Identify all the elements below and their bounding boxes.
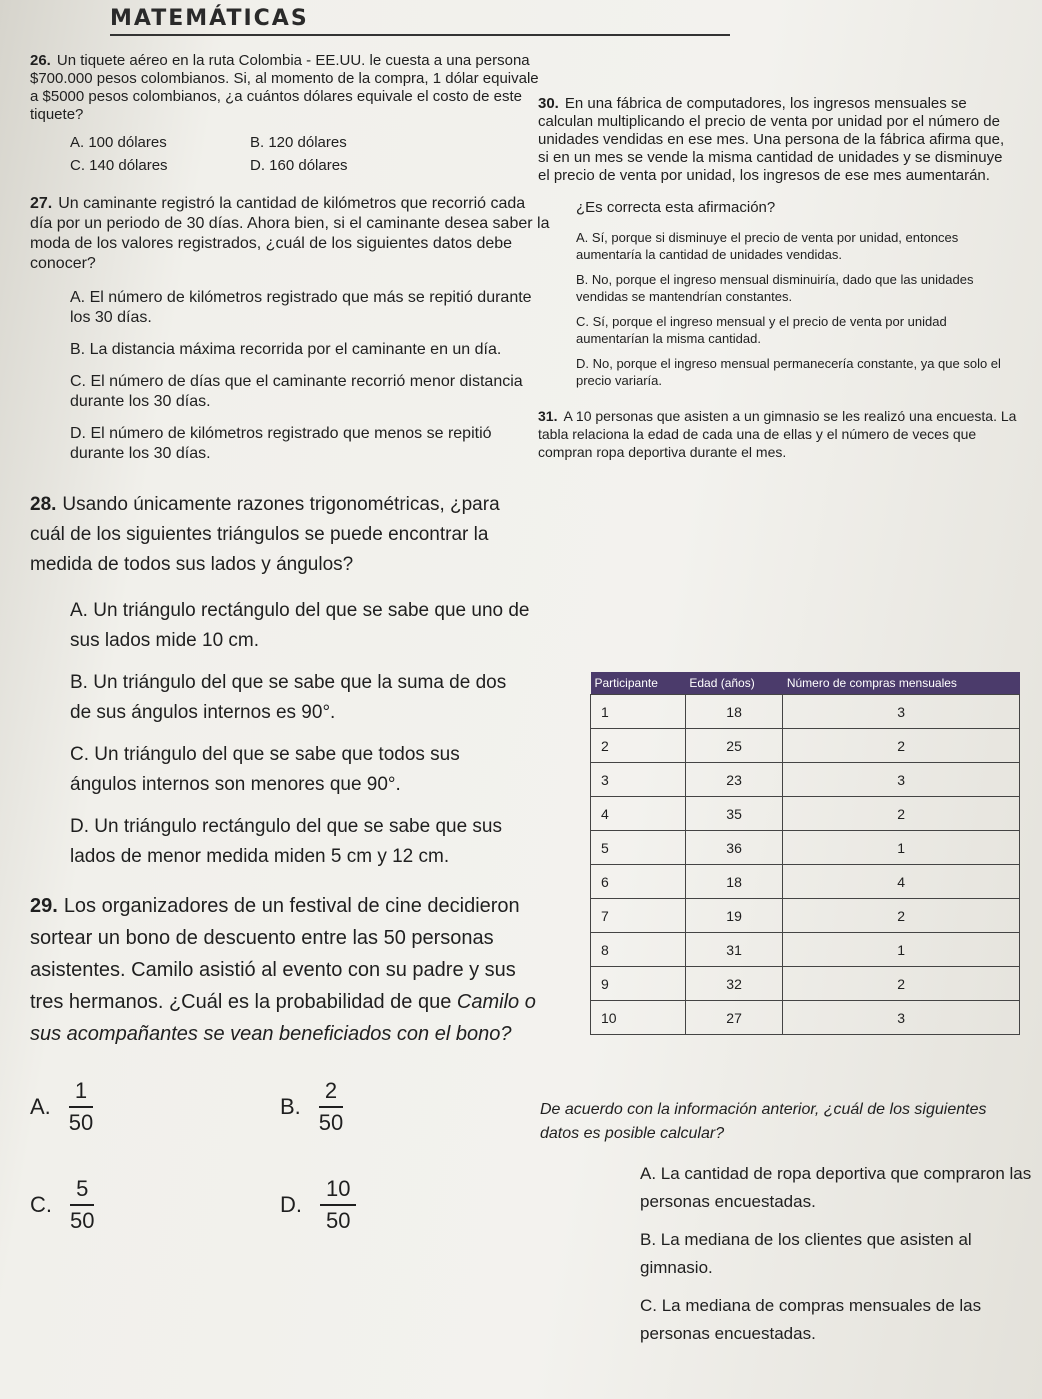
option-b: B. La mediana de los clientes que asisten al gimnasio. [640, 1230, 972, 1277]
left-column [30, 52, 550, 1246]
fraction: $\frac{2}{50}$ [318, 1078, 344, 1135]
table-row: 4 35 2 [591, 797, 1020, 831]
option-a: A. 100 dólares [70, 134, 167, 151]
option-c: C. La mediana de compras mensuales de las personas encuestadas. [640, 1296, 982, 1343]
page-title: MATEMÁTICAS [110, 6, 309, 31]
options [70, 134, 550, 174]
option-b: B. No, porque el ingreso mensual disminuiría, dado que las unidades vendidas se mantendrían constantes. [576, 272, 974, 304]
fraction: $\frac{1}{50}$ [68, 1078, 94, 1135]
question-31-options [640, 1160, 1040, 1358]
option-b: B. 120 dólares [250, 134, 347, 151]
options [70, 288, 550, 464]
option-a [30, 1078, 280, 1136]
option-c [30, 1176, 280, 1234]
option-c: C. Un triángulo del que se sabe que todos sus ángulos internos son menores que 90°. [70, 744, 460, 795]
option-a: A. El número de kilómetros registrado que más se repitió durante los 30 días. [70, 289, 532, 326]
option-b [280, 1078, 530, 1136]
option-b: B. La distancia máxima recorrida por el caminante en un día. [70, 341, 502, 358]
question-text-italic: Camilo o sus acompañantes se vean beneficiados con el bono? [30, 991, 536, 1045]
question-31 [538, 407, 1018, 461]
survey-table [590, 672, 1020, 1035]
question-text: Un tiquete aéreo en la ruta Colombia - EE.UU. le cuesta a una persona $700.000 pesos colombianos. Si, al momento de la compra, 1 dólar equivale a $5000 pesos colombianos, ¿a cuántos dólares equivale el costo de este tiquete? [30, 52, 539, 123]
option-d: D. No, porque el ingreso mensual permanecería constante, ya que solo el precio variaría. [576, 356, 1001, 388]
right-column [538, 95, 1018, 475]
question-26 [30, 52, 550, 174]
table-row: 1 18 3 [591, 695, 1020, 729]
table-row: 9 32 2 [591, 967, 1020, 1001]
table-header-row [591, 672, 1020, 695]
question-text: A 10 personas que asisten a un gimnasio se les realizó una encuesta. La tabla relaciona la edad de cada una de ellas y el número de veces que compran ropa deportiva durante el mes. [538, 408, 1017, 460]
options [70, 596, 530, 872]
question-number: 26. [30, 52, 51, 69]
table-row: 3 23 3 [591, 763, 1020, 797]
option-letter: D. [280, 1192, 302, 1217]
option-c: C. El número de días que el caminante recorrió menor distancia durante los 30 días. [70, 373, 523, 410]
fraction: $\frac{5}{50}$ [70, 1176, 95, 1233]
question-text: Los organizadores de un festival de cine decidieron sortear un bono de descuento entre las 50 personas asistentes. Camilo asistió al evento con su padre y sus tres hermanos. ¿Cuál es la probabilidad de que [30, 895, 520, 1013]
option-letter: A. [30, 1094, 51, 1119]
table-row: 5 36 1 [591, 831, 1020, 865]
option-a: A. Sí, porque si disminuye el precio de venta por unidad, entonces aumentaría la cantidad de unidades vendidas. [576, 230, 959, 262]
question-text: Usando únicamente razones trigonométricas, ¿para cuál de los siguientes triángulos se puede encontrar la medida de todos sus lados y ángulos? [30, 494, 500, 575]
question-text: En una fábrica de computadores, los ingresos mensuales se calculan multiplicando el precio de venta por unidad por el número de unidades vendidas en ese mes. Una persona de la fábrica afirma que, si en un mes se vende la misma cantidad de unidades y se disminuye el precio de venta por unidad, los ingresos de ese mes aumentarán. [538, 95, 1005, 184]
option-letter: B. [280, 1094, 301, 1119]
option-letter: C. [30, 1192, 52, 1217]
question-number: 29. [30, 895, 58, 917]
header-rule [110, 34, 730, 36]
option-b: B. Un triángulo del que se sabe que la suma de dos de sus ángulos internos es 90°. [70, 672, 507, 723]
question-number: 27. [30, 195, 53, 212]
header-age: Edad (años) [685, 672, 783, 695]
question-30 [538, 95, 1018, 389]
option-a: A. La cantidad de ropa deportiva que compraron las personas encuestadas. [640, 1164, 1032, 1211]
fraction: $\frac{10}{50}$ [320, 1176, 356, 1234]
question-prompt: ¿Es correcta esta afirmación? [576, 199, 776, 216]
question-31-prompt: De acuerdo con la información anterior, ¿cuál de los siguientes datos es posible calcular? [540, 1101, 987, 1142]
table-row: 6 18 4 [591, 865, 1020, 899]
question-number: 30. [538, 95, 559, 112]
option-d: D. 160 dólares [250, 157, 348, 174]
table-row: 10 27 3 [591, 1001, 1020, 1035]
question-27 [30, 194, 550, 464]
question-29 [30, 890, 540, 1234]
table-row: 8 31 1 [591, 933, 1020, 967]
options [576, 229, 1018, 389]
option-d [280, 1176, 530, 1234]
option-c: C. 140 dólares [70, 157, 168, 174]
question-number: 28. [30, 494, 57, 515]
question-number: 31. [538, 408, 558, 424]
table-row: 2 25 2 [591, 729, 1020, 763]
options [30, 1078, 540, 1234]
option-d: D. El número de kilómetros registrado que menos se repitió durante los 30 días. [70, 425, 492, 462]
option-d: D. Un triángulo rectángulo del que se sabe que sus lados de menor medida miden 5 cm y 12 cm. [70, 816, 502, 867]
option-c: C. Sí, porque el ingreso mensual y el precio de venta por unidad aumentarían la misma cantidad. [576, 314, 947, 346]
header-purchases: Número de compras mensuales [783, 672, 1020, 695]
question-28 [30, 490, 530, 872]
option-a: A. Un triángulo rectángulo del que se sabe que uno de sus lados mide 10 cm. [70, 600, 530, 651]
table-row: 7 19 2 [591, 899, 1020, 933]
question-text: Un caminante registró la cantidad de kilómetros que recorrió cada día por un periodo de 30 días. Ahora bien, si el caminante desea saber la moda de los valores registrados, ¿cuál de los siguientes datos debe conocer? [30, 195, 550, 272]
header-participant: Participante [591, 672, 686, 695]
